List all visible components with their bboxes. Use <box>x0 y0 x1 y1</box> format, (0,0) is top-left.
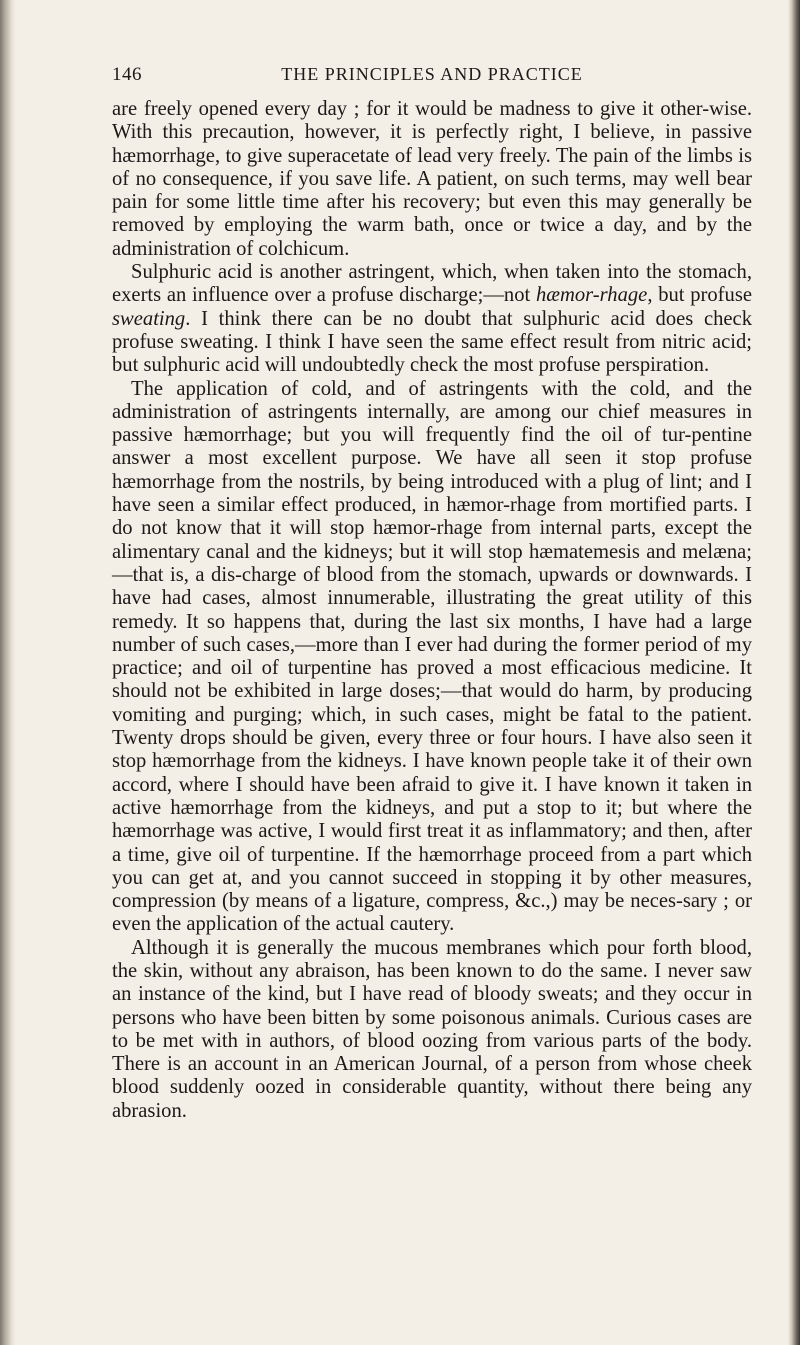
paragraph <box>112 98 752 261</box>
italic-text: hæmor-rhage <box>535 284 648 307</box>
paragraph <box>112 378 752 937</box>
text-run: Sulphuric acid is another astringent, which, when taken into the stomach, exerts an influence over a profuse discharge;—not <box>112 261 752 307</box>
paragraph <box>112 937 752 1123</box>
binding-shadow <box>0 0 16 1345</box>
page-number: 146 <box>112 64 142 85</box>
page-edge <box>788 0 800 1345</box>
italic-text: sweating <box>112 307 186 330</box>
text-run: , but profuse <box>647 284 752 307</box>
paragraph <box>112 261 752 377</box>
text-run: Although it is generally the mucous membranes which pour forth blood, the skin, without any abraison, has been known to do the same. I never saw an instance of the kind, but I have read of bloody sweats; and they occur in persons who have been bitten by some poisonous animals. Curious cases are to be met with in authors, of blood oozing from various parts of the body. There is an account in an American Journal, of a person from whose cheek blood suddenly oozed in considerable quantity, without there being any abrasion. <box>112 936 752 1122</box>
text-run: . I think there can be no doubt that sulphuric acid does check profuse sweating. I think I have seen the same effect result from nitric acid; but sulphuric acid will undoubtedly check the most profuse perspiration. <box>112 307 752 377</box>
body-text <box>112 98 752 1123</box>
running-head: THE PRINCIPLES AND PRACTICE <box>281 64 583 84</box>
page-header <box>112 64 752 92</box>
text-run: The application of cold, and of astringents with the cold, and the administration of astringents internally, are among our chief measures in passive hæmorrhage; but you will frequently find the oil of tur-pentine answer a most excellent purpose. We have all seen it stop profuse hæmorrhage from the nostrils, by being introduced with a plug of lint; and I have seen a similar effect produced, in hæmor-rhage from mortified parts. I do not know that it will stop hæmor-rhage from internal parts, except the alimentary canal and the kidneys; but it will stop hæmatemesis and melæna;—that is, a dis-charge of blood from the stomach, upwards or downwards. I have had cases, almost innumerable, illustrating the great utility of this remedy. It so happens that, during the last six months, I have had a large number of such cases,—more than I ever had during the former period of my practice; and oil of turpentine has proved a most efficacious medicine. It should not be exhibited in large doses;—that would do harm, by producing vomiting and purging; which, in such cases, might be fatal to the patient. Twenty drops should be given, every three or four hours. I have also seen it stop hæmorrhage from the kidneys. I have known people take it of their own accord, where I should have been afraid to give it. I have known it taken in active hæmorrhage from the kidneys, and put a stop to it; but where the hæmorrhage was active, I would first treat it as inflammatory; and then, after a time, give oil of turpentine. If the hæmorrhage proceed from a part which you can get at, and you cannot succeed in stopping it by other measures, compression (by means of a ligature, compress, &c.,) may be neces-sary ; or even the application of the actual cautery. <box>112 377 752 936</box>
text-run: are freely opened every day ; for it would be madness to give it other-wise. With this precaution, however, it is perfectly right, I believe, in passive hæmorrhage, to give superacetate of lead very freely. The pain of the limbs is of no consequence, if you save life. A patient, on such terms, may well bear pain for some little time after his recovery; but even this may generally be removed by employing the warm bath, once or twice a day, and by the administration of colchicum. <box>112 98 752 260</box>
